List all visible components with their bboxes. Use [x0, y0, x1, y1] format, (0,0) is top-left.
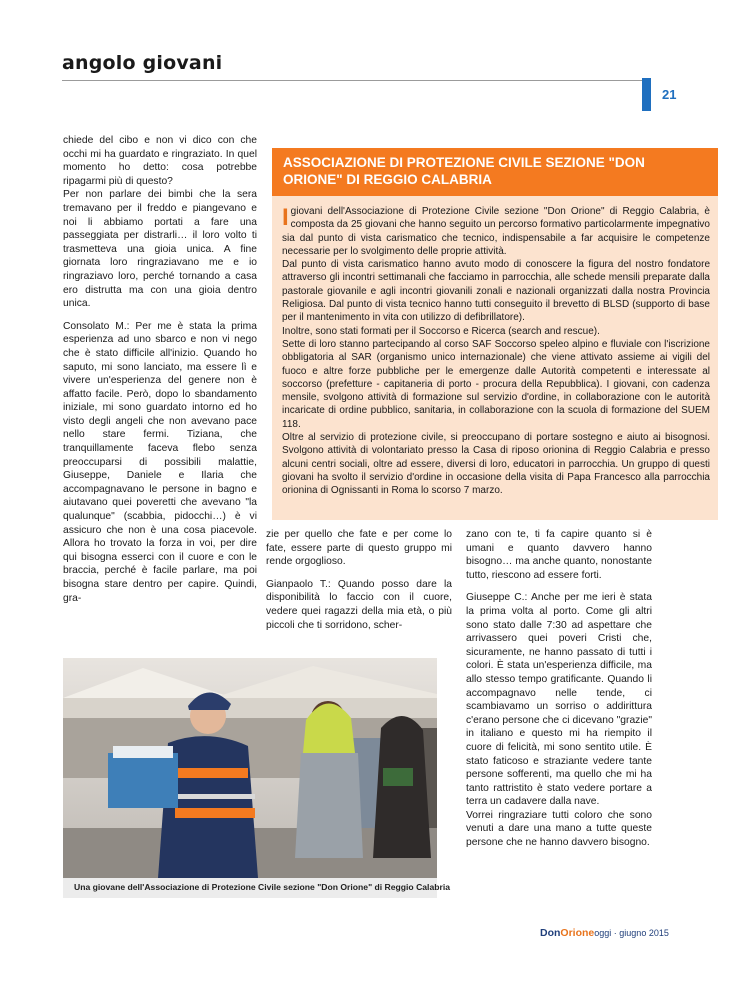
photo-caption: Una giovane dell'Associazione di Protezione Civile sezione "Don Orione" di Reggio Calabria [74, 882, 450, 892]
sidebar-paragraph-4: Sette di loro stanno partecipando al corso SAF Soccorso speleo alpino e fluviale con l'iscrizione obbligatoria al SAR (organismo unico internazionale) che viene attivato assieme ai vigili del fuoco e altre forze pubbliche per le emergenze dalle Autorità competenti e interessate al soccorso (prefetture - capitaneria di porto - procura della Repubblica). I giovani, con cadenza mensile, svolgono attività di formazione sul servizio d'ordine, in collaborazione con le autorità incaricate di ordine pubblico, sanitaria, in collaborazione con la scuola di formazione del SUEM 118. [282, 338, 710, 430]
sidebar-paragraph-5: Oltre al servizio di protezione civile, si preoccupano di portare sostegno e aiuto ai bisognosi. Svolgono attività di volontariato presso la Casa di riposo orionina di Reggio Calabria e presso alcuni centri sociali, oltre ad essere, diversi di loro, educatori in parrocchia. Un gruppo di questi giovani ha svolto il servizio d'ordine in occasione della visita di Papa Francesco alla parrocchia orionina di Ognissanti in Roma lo scorso 7 marzo. [282, 432, 710, 497]
title-rule [62, 80, 644, 81]
footer-brand-orione: Orione [560, 927, 595, 939]
right-paragraph-2: Giuseppe C.: Anche per me ieri è stata la prima volta al porto. Come gli altri sono stato dalle 7:30 ad aspettare che arrivassero quei poveri Cristi che, sicuramente, ne hanno passato di tutti i colori. È stata un'esperienza difficile, ma allo stesso tempo gratificante. Quando li accompagnavo nelle tende, ci scambiavamo un sorriso o addirittura c'erano persone che ci dicevano "grazie" in italiano e questo mi ha riempito il cuore di felicità, mi sono sentito utile. È stato faticoso e straziante vedere tante persone sofferenti, ma quello che mi ha tanto rattristito è stato vedere portare a terra un cadavere dalla nave. [466, 592, 652, 808]
article-photo [63, 658, 437, 878]
sidebar-paragraph-2: Dal punto di vista carismatico hanno avuto modo di conoscere la figura del nostro fondatore attraverso gli incontri settimanali che facciamo in parrocchia, alle schede mensili preparate dalla pastorale giovanile e agli incontri giovanili zonali e nazionali organizzati dalla nostra Provincia Religiosa. Dal punto di vista tecnico hanno tutti conseguito il brevetto di BLSD (supporto di base per il mantenimento in vita con utilizzo di defibrillatore). [282, 259, 710, 324]
middle-column [266, 528, 452, 641]
left-paragraph-1: chiede del cibo e non vi dico con che occhi mi ha guardato e ringraziato. In quel momento ho detto: cosa potrebbe ripagarmi più di questo? [63, 135, 257, 187]
left-paragraph-3: Consolato M.: Per me è stata la prima esperienza ad uno sbarco e non vi nego che è stato difficile all'inizio. Quando ho saputo, mi sono lanciato, ma essere lì e vivere un'esperienza del genere non è affatto facile. Però, dopo lo sbandamento iniziale, mi sono guardato intorno ed ho visto degli angeli che non avevano pace nello stare fermi. Tiziana, che tranquillamente faceva flebo senza preoccuparsi di possibili malattie, Giuseppe, Daniele e Ilaria che accompagnavano le persone in bagno e aiutavano quei poveretti che avevano "la qualunque" (scabbia, pidocchi…) è vi assicuro che non è una cosa piacevole. Allora ho trovato la forza in voi, per dire qui bisogna esserci con il cuore e con le braccia, perché è facile parlare, ma poi bisogna stare dentro per capire. Quindi, gra- [63, 320, 257, 604]
footer-brand-don: Don [540, 927, 561, 939]
right-column [466, 528, 652, 859]
right-paragraph-1: zano con te, ti fa capire quanto si è umani e quanto davvero hanno bisogno… ma anche quanto, nonostante tutto, riescono ad essere forti. [466, 529, 652, 581]
page-tab-marker [642, 78, 651, 111]
sidebar-box-title: ASSOCIAZIONE DI PROTEZIONE CIVILE SEZIONE "DON ORIONE" DI REGGIO CALABRIA [283, 155, 645, 187]
middle-paragraph-2: Gianpaolo T.: Quando posso dare la disponibilità lo faccio con il cuore, vedere quei ragazzi della mia età, o più piccoli che ti sorridono, scher- [266, 578, 452, 631]
section-title: angolo giovani [62, 52, 223, 74]
middle-paragraph-1: zie per quello che fate e per come lo fate, essere parte di questo gruppo mi rende orgoglioso. [266, 529, 452, 568]
footer-issue: · giugno 2015 [613, 928, 669, 938]
drop-cap: I [282, 204, 289, 231]
footer-brand-suffix: oggi [594, 928, 612, 938]
left-column [63, 134, 257, 614]
left-paragraph-2: Per non parlare dei bimbi che la sera tremavano per il freddo e piangevano e noi li abbiamo portati a fare una passeggiata per distrarli… il loro volto ti trasmetteva una gioia unica. A fine giornata loro ringraziavano me e io ringraziavo loro, perché tornando a casa ero distrutta ma con una gioia dentro unica. [63, 189, 257, 310]
sidebar-paragraph-1 [282, 205, 710, 258]
sidebar-paragraph-3: Inoltre, sono stati formati per il Soccorso e Ricerca (search and rescue). [282, 325, 600, 337]
right-paragraph-3: Vorrei ringraziare tutti coloro che sono venuti a dare una mano a tutte queste persone che ne hanno davvero bisogno. [466, 809, 652, 849]
sidebar-paragraph-1-text: giovani dell'Associazione di Protezione Civile sezione "Don Orione" di Reggio Calabria, è composta da 25 giovani che hanno seguito un percorso formativo particolarmente impegnativo sia dal punto di vista carismatico che tecnico, indispensabile a far acquisire le competenze necessarie per lo svolgimento delle proprie attività. [282, 206, 710, 257]
photo-illustration [63, 658, 437, 878]
footer-brand [540, 927, 669, 939]
page-number: 21 [662, 87, 677, 102]
sidebar-box-text [282, 205, 710, 498]
